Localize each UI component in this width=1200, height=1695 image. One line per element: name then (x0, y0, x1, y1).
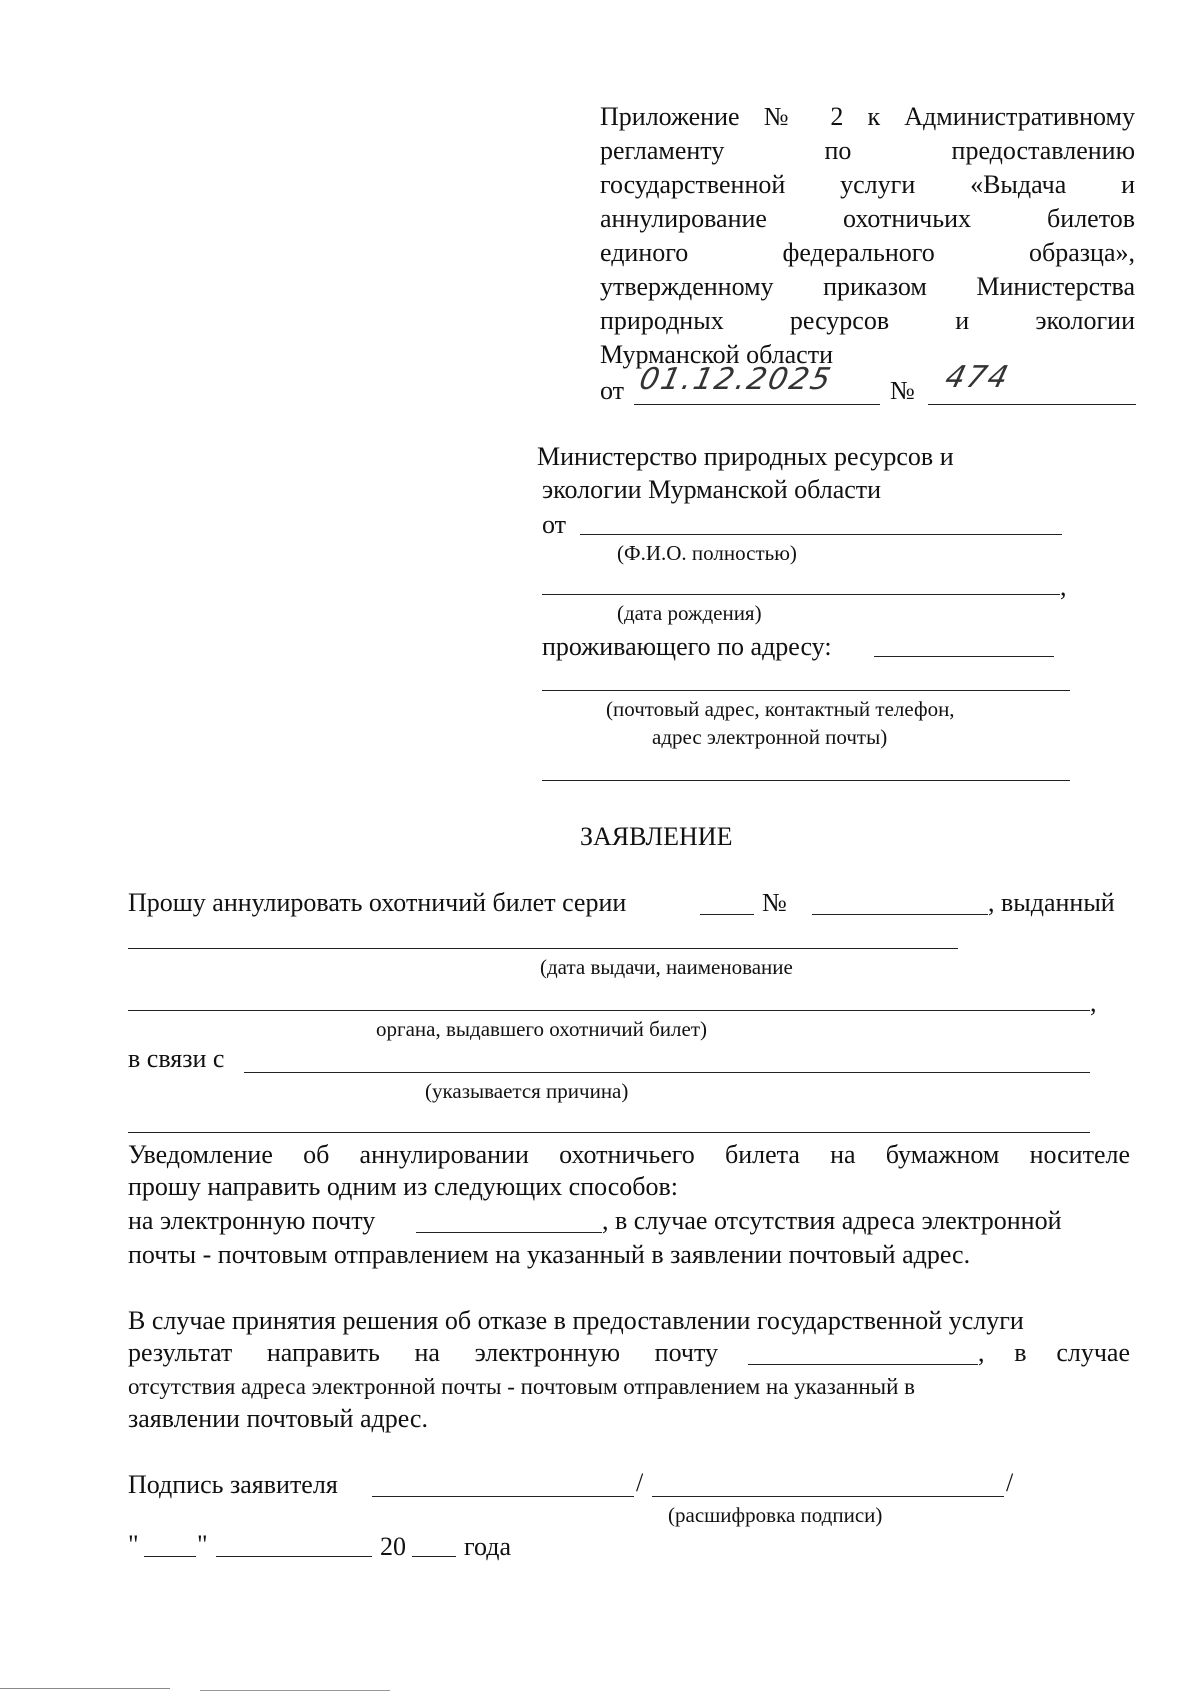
request-number-label: № (762, 888, 787, 917)
contacts-hint: (почтовый адрес, контактный телефон, (606, 697, 955, 721)
signature-slash: / (1006, 1468, 1014, 1497)
issuer-hint: органа, выдавшего охотничий билет) (376, 1017, 708, 1041)
signature-hint: (расшифровка подписи) (668, 1503, 883, 1527)
refusal-email-label: результат направить на электронную почту (128, 1338, 718, 1367)
reason-label: в связи с (128, 1044, 225, 1073)
handwritten-number: 474 (941, 360, 1014, 395)
addressee-line: экологии Мурманской области (542, 475, 882, 504)
notice-email-label: на электронную почту (128, 1206, 376, 1235)
notice-line-suffix: , в случае отсутствия адреса электронной (602, 1206, 1062, 1235)
issuer-comma: , (1090, 988, 1097, 1017)
appendix-number-line (928, 404, 1136, 405)
address-line-2[interactable] (542, 690, 1070, 691)
year-suffix: года (464, 1532, 512, 1561)
request-prefix: Прошу аннулировать охотничий билет серии (128, 888, 627, 917)
refusal-line: В случае принятия решения об отказе в предоставлении государственной услуги (128, 1306, 1024, 1335)
appendix-line: государственной услуги «Выдача и (600, 170, 1135, 199)
appendix-line: единого федерального образца», (600, 238, 1135, 267)
scan-artifact (200, 1690, 390, 1691)
quote-open: " (128, 1530, 139, 1559)
refusal-line: заявлении почтовый адрес. (128, 1404, 428, 1433)
handwritten-date: 01.12.2025 (636, 362, 836, 397)
appendix-line: Мурманской области (600, 340, 833, 369)
address-line[interactable] (874, 656, 1054, 657)
year-line[interactable] (412, 1556, 456, 1557)
appendix-line: регламенту по предоставлению (600, 136, 1135, 165)
address-label: проживающего по адресу: (542, 632, 832, 661)
birth-date-line[interactable] (542, 594, 1060, 595)
year-prefix: 20 (380, 1532, 406, 1561)
contacts-hint: адрес электронной почты) (652, 725, 888, 749)
appendix-line: утвержденному приказом Министерства (600, 272, 1135, 301)
appendix-line: природных ресурсов и экологии (600, 306, 1135, 335)
contacts-line[interactable] (542, 780, 1070, 781)
refusal-email-line[interactable] (748, 1364, 978, 1365)
signature-line[interactable] (372, 1496, 634, 1497)
birth-comma: , (1060, 572, 1067, 601)
notice-line: почты - почтовым отправлением на указанный в заявлении почтовый адрес. (128, 1240, 971, 1269)
fio-line[interactable] (580, 534, 1062, 535)
appendix-date-line (634, 404, 880, 405)
issuer-line[interactable] (128, 1010, 1090, 1011)
from-label: от (542, 510, 567, 539)
scan-artifact (0, 1688, 170, 1689)
document-title: ЗАЯВЛЕНИЕ (580, 822, 733, 851)
appendix-line: аннулирование охотничьих билетов (600, 204, 1135, 233)
refusal-line: отсутствия адреса электронной почты - почтовым отправлением на указанный в (128, 1374, 915, 1399)
reason-line-2[interactable] (128, 1132, 1090, 1133)
signature-label: Подпись заявителя (128, 1470, 338, 1499)
quote-close: " (197, 1530, 208, 1559)
appendix-from-label: от (600, 376, 625, 405)
appendix-number-label: № (890, 376, 915, 405)
request-issued: , выданный (988, 888, 1115, 917)
signature-slash: / (636, 1468, 644, 1497)
signature-decode-line[interactable] (652, 1496, 1004, 1497)
reason-line[interactable] (244, 1072, 1090, 1073)
notice-line: Уведомление об аннулировании охотничьего билета на бумажном носителе (128, 1140, 1130, 1169)
month-line[interactable] (216, 1556, 372, 1557)
addressee-line: Министерство природных ресурсов и (537, 442, 954, 471)
refusal-line-suffix: , в случае (978, 1338, 1130, 1367)
birth-hint: (дата рождения) (617, 601, 762, 625)
notice-email-line[interactable] (416, 1232, 602, 1233)
appendix-line: Приложение № 2 к Административному (600, 102, 1135, 131)
day-line[interactable] (144, 1556, 196, 1557)
reason-hint: (указывается причина) (425, 1079, 629, 1103)
ticket-number-line[interactable] (812, 914, 988, 915)
issue-hint: (дата выдачи, наименование (540, 955, 793, 979)
series-line[interactable] (700, 914, 754, 915)
issue-line[interactable] (128, 948, 958, 949)
fio-hint: (Ф.И.О. полностью) (617, 541, 797, 565)
notice-line: прошу направить одним из следующих способов: (128, 1172, 679, 1201)
